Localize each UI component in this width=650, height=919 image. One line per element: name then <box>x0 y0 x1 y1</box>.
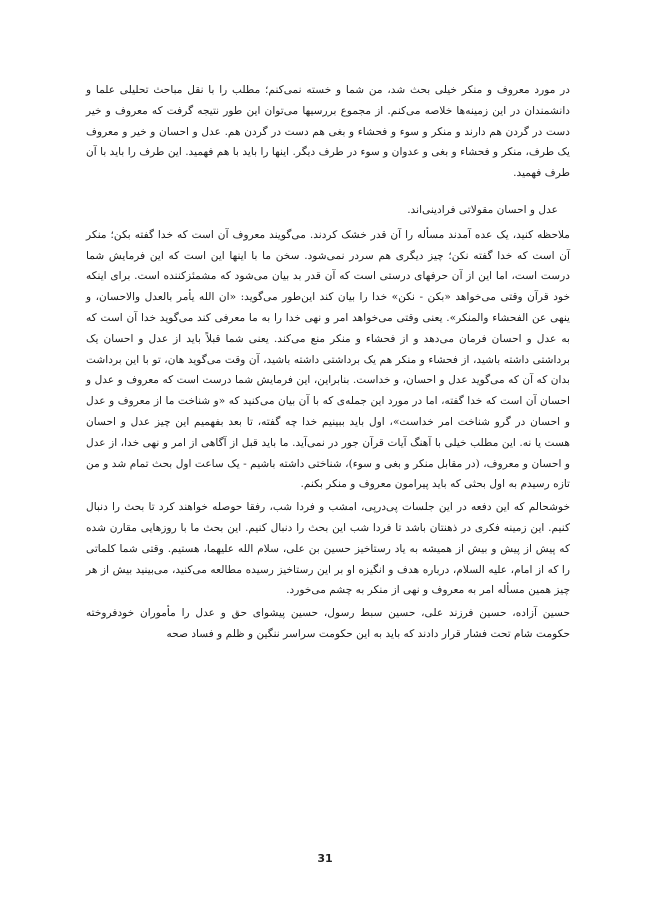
paragraph-sessions: خوشحالم که این دفعه در این جلسات پی‌درپی، امشب و فردا شب، رفقا حوصله خواهند کرد تا بحث را دنبال کنیم. این زمینه فکری در ذهنتان باشد تا فردا شب این بحث را دنبال کنیم. این بحث ما با روزهایی مقارن شده که پیش از پیش و بیش از همیشه به یاد رستاخیز حسین بن علی، سلام الله علیهما، هستیم. وقتی شما کلماتی را که از امام، علیه السلام، درباره هدف و انگیزه او بر این رستاخیز رسیده مطالعه می‌کنید، می‌بینید بیش از هر چیز همین مسأله امر به معروف و نهی از منکر به چشم می‌خورد. <box>86 501 570 597</box>
page-number: 31 <box>317 852 333 865</box>
paragraph-main: ملاحظه کنید، یک عده آمدند مسأله را آن قدر خشک کردند. می‌گویند معروف آن است که خدا گفته بکن؛ منکر آن است که خدا گفته نکن؛ چیز دیگری هم سردر نمی‌شود. سخن ما با اینها این است که این فرمایش شما درست است، اما این از آن حرفهای درستی است که آن قدر بد بیان می‌شود که مشمئزکننده است. برای اینکه خود قرآن وقتی می‌خواهد «بکن - نکن» خدا را بیان کند این‌طور می‌گوید: «ان الله یأمر بالعدل والاحسان، و ینهی عن الفحشاء والمنکر». یعنی وقتی می‌خواهد امر و نهی خدا را به ما معرفی کند می‌گوید خدا آن است که به عدل و احسان فرمان می‌دهد و از فحشاء و منکر منع می‌کند. یعنی شما قبلاً باید از عدل و احسان یک برداشتی داشته باشید، از فحشاء و منکر هم یک برداشتی داشته باشید، آن وقت می‌گوید هان، تو با این برداشت بدان که آن که می‌گوید عدل و احسان، و خداست. بنابراین، این فرمایش شما درست است که معروف و عدل و احسان آن است که خدا گفته، اما در مورد این جمله‌ی که با آن بیان می‌کنید که «و شناخت ما از معروف و عدل و احسان در گرو شناخت امر خداست»، اول باید ببینیم خدا چه گفته، تا بعد بفهمیم این چیز عدل و احسان هست یا نه. این مطلب خیلی با آهنگ آیات قرآن جور در نمی‌آید. ما باید قبل از آگاهی از امر و نهی خدا، از عدل و احسان و معروف، (در مقابل منکر و بغی و سوء)، شناختی داشته باشیم - یک ساعت اول بحث تمام شد و من تازه رسیدم به اول بحثی که باید پیرامون معروف و منکر بکنم. <box>86 228 570 491</box>
document-page <box>86 80 570 645</box>
paragraph-hussein: حسین آزاده، حسین فرزند علی، حسین سبط رسول، حسین پیشوای حق و عدل را مأموران خودفروخته حکومت شام تحت فشار قرار دادند که باید به این حکومت سراسر ننگین و ظلم و فساد صحه <box>86 607 570 640</box>
paragraph-intro: در مورد معروف و منکر خیلی بحث شد، من شما و خسته نمی‌کنم؛ مطلب را با نقل مباحث تحلیلی علما و دانشمندان در این زمینه‌ها خلاصه می‌کنم. از مجموع بررسیها می‌توان این طور نتیجه گرفت که معروف و خیر دست در گردن هم دارند و منکر و سوء و فحشاء و بغی هم دست در گردن هم. عدل و احسان و خیر و معروف یک طرف، منکر و فحشاء و بغی و عدوان و سوء در طرف دیگر. اینها را باید با هم فهمید. این طرف را باید با آن طرف فهمید. <box>86 84 570 180</box>
section-heading: عدل و احسان مقولاتی فرادینی‌اند. <box>407 203 558 216</box>
